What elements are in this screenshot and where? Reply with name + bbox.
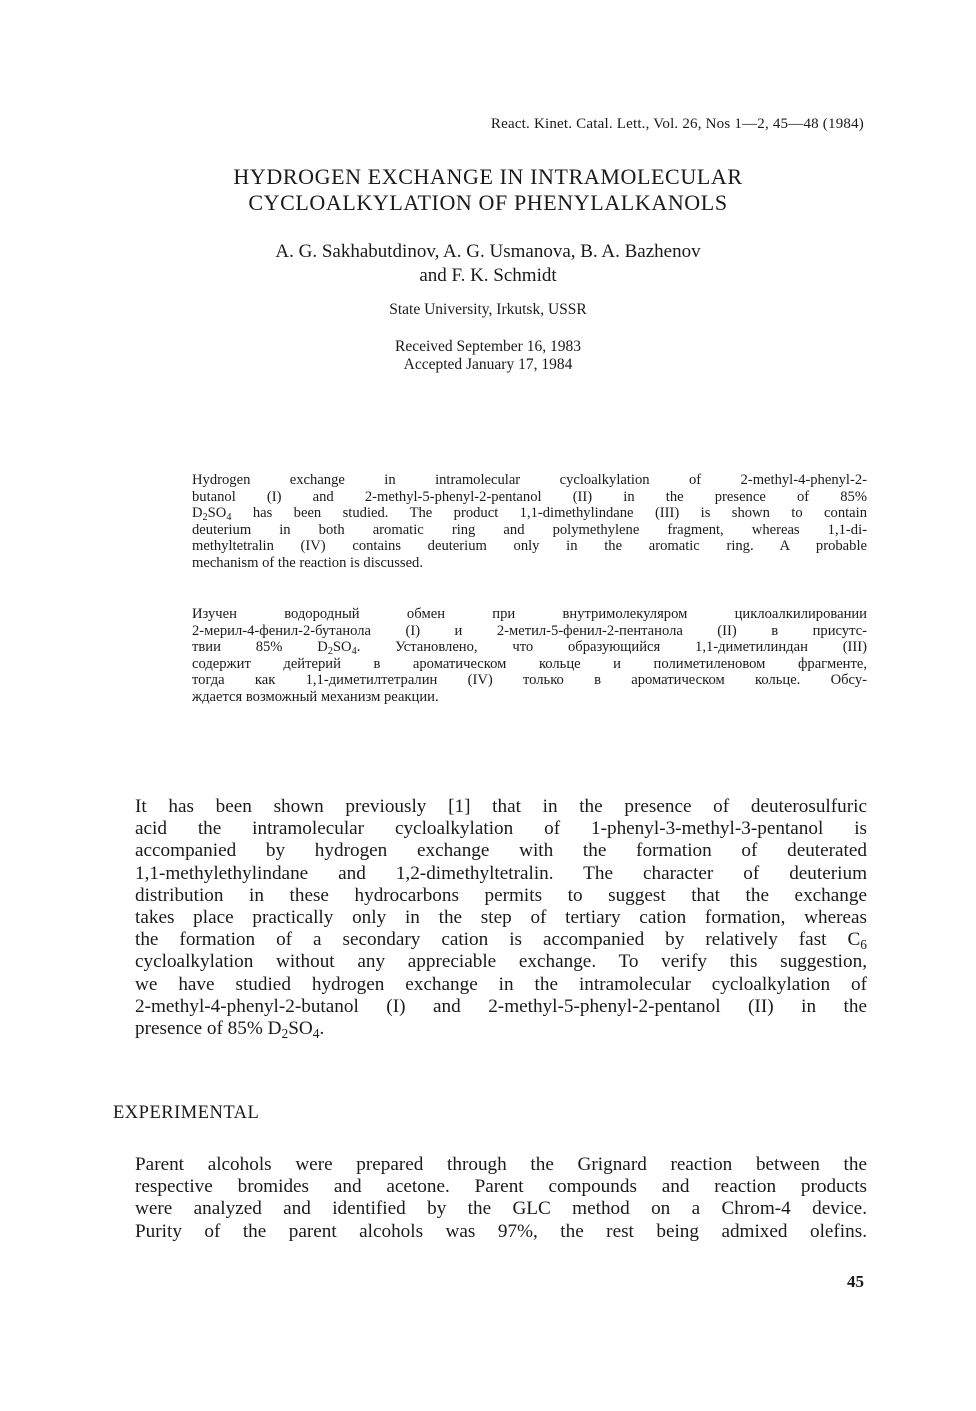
experimental-line: Parent alcohols were prepared through the Grignard reaction between the (135, 1154, 867, 1175)
abstract-en-text: has been studied. The product 1,1-dimethylindane (III) is shown to contain (231, 505, 867, 522)
page-number: 45 (847, 1272, 864, 1291)
intro-line: distribution in these hydrocarbons permits to suggest that the exchange (135, 884, 867, 906)
intro-text: . (319, 1018, 325, 1040)
journal-reference: React. Kinet. Catal. Lett., Vol. 26, Nos 1—2, 45—48 (1984) (490, 116, 864, 132)
abstract-en-line: mechanism of the reaction is discussed. (192, 554, 424, 571)
abstract-en-line: methyltetralin (IV) contains deuterium only in the aromatic ring. A probable (192, 538, 867, 555)
experimental-line: Purity of the parent alcohols was 97%, the rest being admixed olefins. (135, 1220, 867, 1242)
abstract-ru-line: 2-мерил-4-фенил-2-бутанола (I) и 2-метил-5-фенил-2-пентанола (II) в присутс- (192, 622, 867, 639)
abstract-en-line (192, 505, 867, 522)
abstract-ru-text: твии 85% D (192, 639, 328, 656)
abstract-en-line: butanol (I) and 2-methyl-5-phenyl-2-pentanol (II) in the presence of 85% (192, 488, 867, 505)
abstract-ru-line: тогда как 1,1-диметилтетралин (IV) только в ароматическом кольце. Обсу- (192, 672, 867, 689)
formula-subscript: 2 (202, 512, 208, 524)
submission-dates (0, 338, 976, 374)
abstract-ru-line: ждается возможный механизм реакции. (192, 688, 439, 705)
intro-line: 1,1-methylethylindane and 1,2-dimethyltetralin. The character of deuterium (135, 862, 867, 884)
intro-line: 2-methyl-4-phenyl-2-butanol (I) and 2-methyl-5-phenyl-2-pentanol (II) in the (135, 995, 867, 1017)
abstract-en-line: Hydrogen exchange in intramolecular cycloalkylation of 2-methyl-4-phenyl-2- (192, 472, 867, 488)
experimental-line: respective bromides and acetone. Parent compounds and reaction products (135, 1176, 867, 1198)
abstract-ru-text: . Установлено, что образующийся 1,1-диметилиндан (III) (356, 639, 867, 656)
intro-line: takes place practically only in the step of tertiary cation formation, whereas (135, 907, 867, 929)
affiliation: State University, Irkutsk, USSR (389, 301, 587, 318)
paper-title (0, 164, 976, 216)
intro-line (113, 929, 867, 951)
formula-subscript: 4 (351, 646, 357, 658)
abstract-ru-line: содержит дейтерий в ароматическом кольце и полиметиленовом фрагменте, (192, 655, 867, 672)
intro-line: It has been shown previously [1] that in the presence of deuterosulfuric (135, 796, 867, 817)
formula-so: SO (332, 639, 352, 656)
authors-line-2: and F. K. Schmidt (419, 265, 557, 286)
formula-so: SO (207, 505, 227, 522)
formula-subscript: 4 (226, 512, 232, 524)
intro-paragraph (113, 796, 867, 1040)
formula-subscript: 4 (312, 1026, 320, 1042)
intro-text: the formation of a secondary cation is accompanied by relatively fast C (135, 929, 861, 951)
intro-line: accompanied by hydrogen exchange with the formation of deuterated (135, 840, 867, 862)
authors-line-1: A. G. Sakhabutdinov, A. G. Usmanova, B. A. Bazhenov (275, 241, 701, 262)
formula-subscript: 6 (860, 937, 867, 953)
section-heading-experimental: EXPERIMENTAL (113, 1103, 260, 1123)
experimental-line: were analyzed and identified by the GLC method on a Chrom-4 device. (135, 1198, 867, 1220)
abstract-russian (192, 606, 867, 706)
abstract-en-line: deuterium in both aromatic ring and polymethylene fragment, whereas 1,1-di- (192, 521, 867, 538)
title-line-1: HYDROGEN EXCHANGE IN INTRAMOLECULAR (233, 164, 743, 189)
formula-subscript: 2 (281, 1026, 289, 1042)
intro-line: acid the intramolecular cycloalkylation of 1-phenyl-3-methyl-3-pentanol is (135, 818, 867, 840)
intro-text: presence of 85% D (135, 1018, 282, 1040)
abstract-english (192, 472, 867, 572)
received-date: Received September 16, 1983 (395, 338, 581, 355)
formula-so: SO (288, 1018, 313, 1040)
author-list (0, 240, 976, 288)
intro-line: cycloalkylation without any appreciable exchange. To verify this suggestion, (135, 951, 867, 973)
intro-line: we have studied hydrogen exchange in the intramolecular cycloalkylation of (135, 973, 867, 995)
abstract-ru-line: Изучен водородный обмен при внутримолекуляром циклоалкилировании (192, 606, 867, 622)
formula-d: D (192, 505, 203, 522)
intro-line (113, 1018, 867, 1040)
title-line-2: CYCLOALKYLATION OF PHENYLALKANOLS (248, 190, 728, 215)
accepted-date: Accepted January 17, 1984 (403, 356, 573, 373)
formula-subscript: 2 (327, 646, 333, 658)
experimental-paragraph (113, 1154, 867, 1243)
abstract-ru-line (192, 639, 867, 656)
